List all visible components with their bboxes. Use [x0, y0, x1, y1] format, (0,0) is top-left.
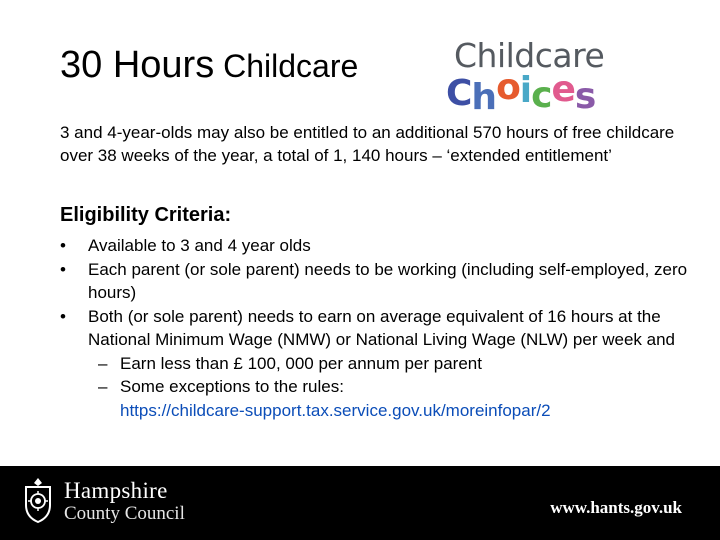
sub-list-item-text: Earn less than £ 100, 000 per annum per parent — [120, 353, 482, 373]
sub-list-item — [88, 375, 690, 422]
more-info-link[interactable]: https://childcare-support.tax.service.gov.uk/moreinfopar/2 — [120, 400, 551, 420]
list-item-text: Both (or sole parent) needs to earn on average equivalent of 16 hours at the National Minimum Wage (NMW) or National Living Wage (NLW) per week and — [88, 306, 675, 349]
logo-letter: e — [551, 69, 575, 110]
logo-word-choices — [446, 67, 596, 118]
eligibility-heading: Eligibility Criteria: — [60, 204, 232, 226]
logo-letter: c — [531, 75, 552, 116]
sub-list-item — [88, 352, 690, 376]
list-item-text: Each parent (or sole parent) needs to be working (including self-employed, zero hours) — [88, 259, 688, 302]
website-link[interactable]: www.hants.gov.uk — [550, 498, 682, 517]
dash-icon: – — [98, 377, 108, 396]
org-name — [64, 478, 185, 524]
page-title — [60, 46, 358, 84]
dash-icon: – — [98, 353, 108, 373]
list-item — [60, 258, 690, 305]
bullet-icon: • — [60, 236, 66, 255]
title-main: 30 Hours — [60, 44, 215, 86]
list-item — [60, 305, 690, 423]
logo-letter: s — [574, 76, 596, 117]
bullet-icon: • — [60, 306, 66, 326]
logo-letter: i — [519, 70, 532, 111]
logo-letter: h — [471, 77, 497, 118]
eligibility-list — [60, 234, 690, 422]
sub-list-item-text: Some exceptions to the rules: — [120, 377, 344, 396]
childcare-choices-logo — [446, 36, 618, 118]
sub-list — [88, 352, 690, 423]
list-item-text: Available to 3 and 4 year olds — [88, 236, 311, 255]
list-item — [60, 234, 690, 258]
org-name-line1: Hampshire — [64, 478, 168, 503]
bullet-icon: • — [60, 259, 66, 279]
hampshire-crest-icon — [20, 475, 56, 525]
title-rest: Childcare — [223, 48, 359, 84]
footer-bar — [0, 466, 720, 540]
logo-letter: o — [496, 67, 520, 108]
org-name-line2: County Council — [64, 503, 185, 524]
logo-letter: C — [446, 73, 472, 114]
logo-word-childcare: Childcare — [454, 36, 605, 75]
intro-paragraph: 3 and 4-year-olds may also be entitled to an additional 570 hours of free childcare over 38 weeks of the year, a total of 1, 140 hours – ‘extended entitlement’ — [60, 123, 675, 165]
